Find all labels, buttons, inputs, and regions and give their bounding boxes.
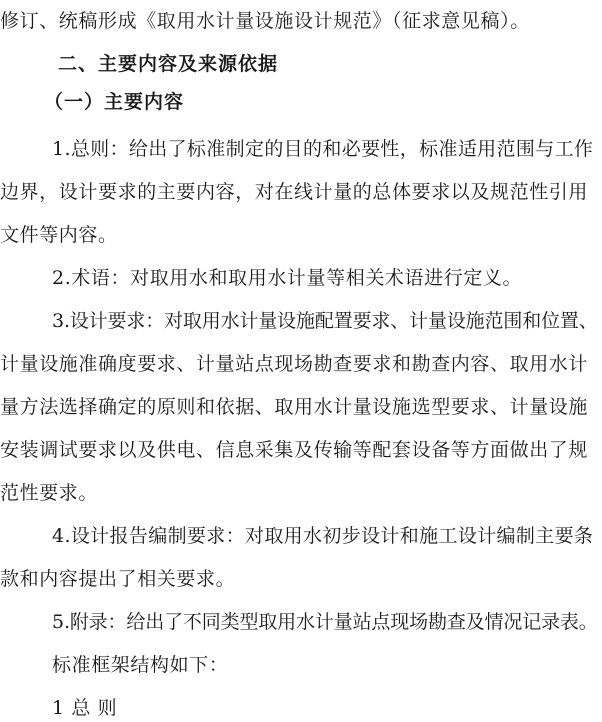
subsection-heading-main-content: （一）主要内容 bbox=[44, 91, 185, 113]
paragraph-general-line-2: 边界，设计要求的主要内容，对在线计量的总体要求以及规范性引用 bbox=[0, 181, 589, 203]
paragraph-design-line-2: 计量设施准确度要求、计量站点现场勘查要求和勘查内容、取用水计 bbox=[0, 353, 589, 375]
paragraph-appendix: 5.附录：给出了不同类型取用水计量站点现场勘查及情况记录表。 bbox=[52, 611, 598, 633]
paragraph-design-line-4: 安装调试要求以及供电、信息采集及传输等配套设备等方面做出了规 bbox=[0, 439, 589, 461]
outline-item-general: 1 总 则 bbox=[52, 697, 118, 719]
paragraph-general-line-1: 1.总则：给出了标准制定的目的和必要性，标准适用范围与工作 bbox=[52, 138, 594, 160]
paragraph-framework-intro: 标准框架结构如下： bbox=[52, 654, 229, 676]
text-line-intro: 修订、统稿形成《取用水计量设施设计规范》（征求意见稿）。 bbox=[0, 10, 530, 32]
paragraph-design-line-3: 量方法选择确定的原则和依据、取用水计量设施选型要求、计量设施 bbox=[0, 396, 589, 418]
paragraph-general-line-3: 文件等内容。 bbox=[0, 224, 118, 246]
paragraph-report-line-1: 4.设计报告编制要求：对取用水初步设计和施工设计编制主要条 bbox=[52, 525, 594, 547]
paragraph-report-line-2: 款和内容提出了相关要求。 bbox=[0, 568, 236, 590]
paragraph-terms: 2.术语：对取用水和取用水计量等相关术语进行定义。 bbox=[52, 267, 523, 289]
section-heading-main-content: 二、主要内容及来源依据 bbox=[58, 53, 279, 75]
paragraph-design-line-1: 3.设计要求：对取用水计量设施配置要求、计量设施范围和位置、 bbox=[52, 310, 598, 332]
paragraph-design-line-5: 范性要求。 bbox=[0, 482, 99, 504]
